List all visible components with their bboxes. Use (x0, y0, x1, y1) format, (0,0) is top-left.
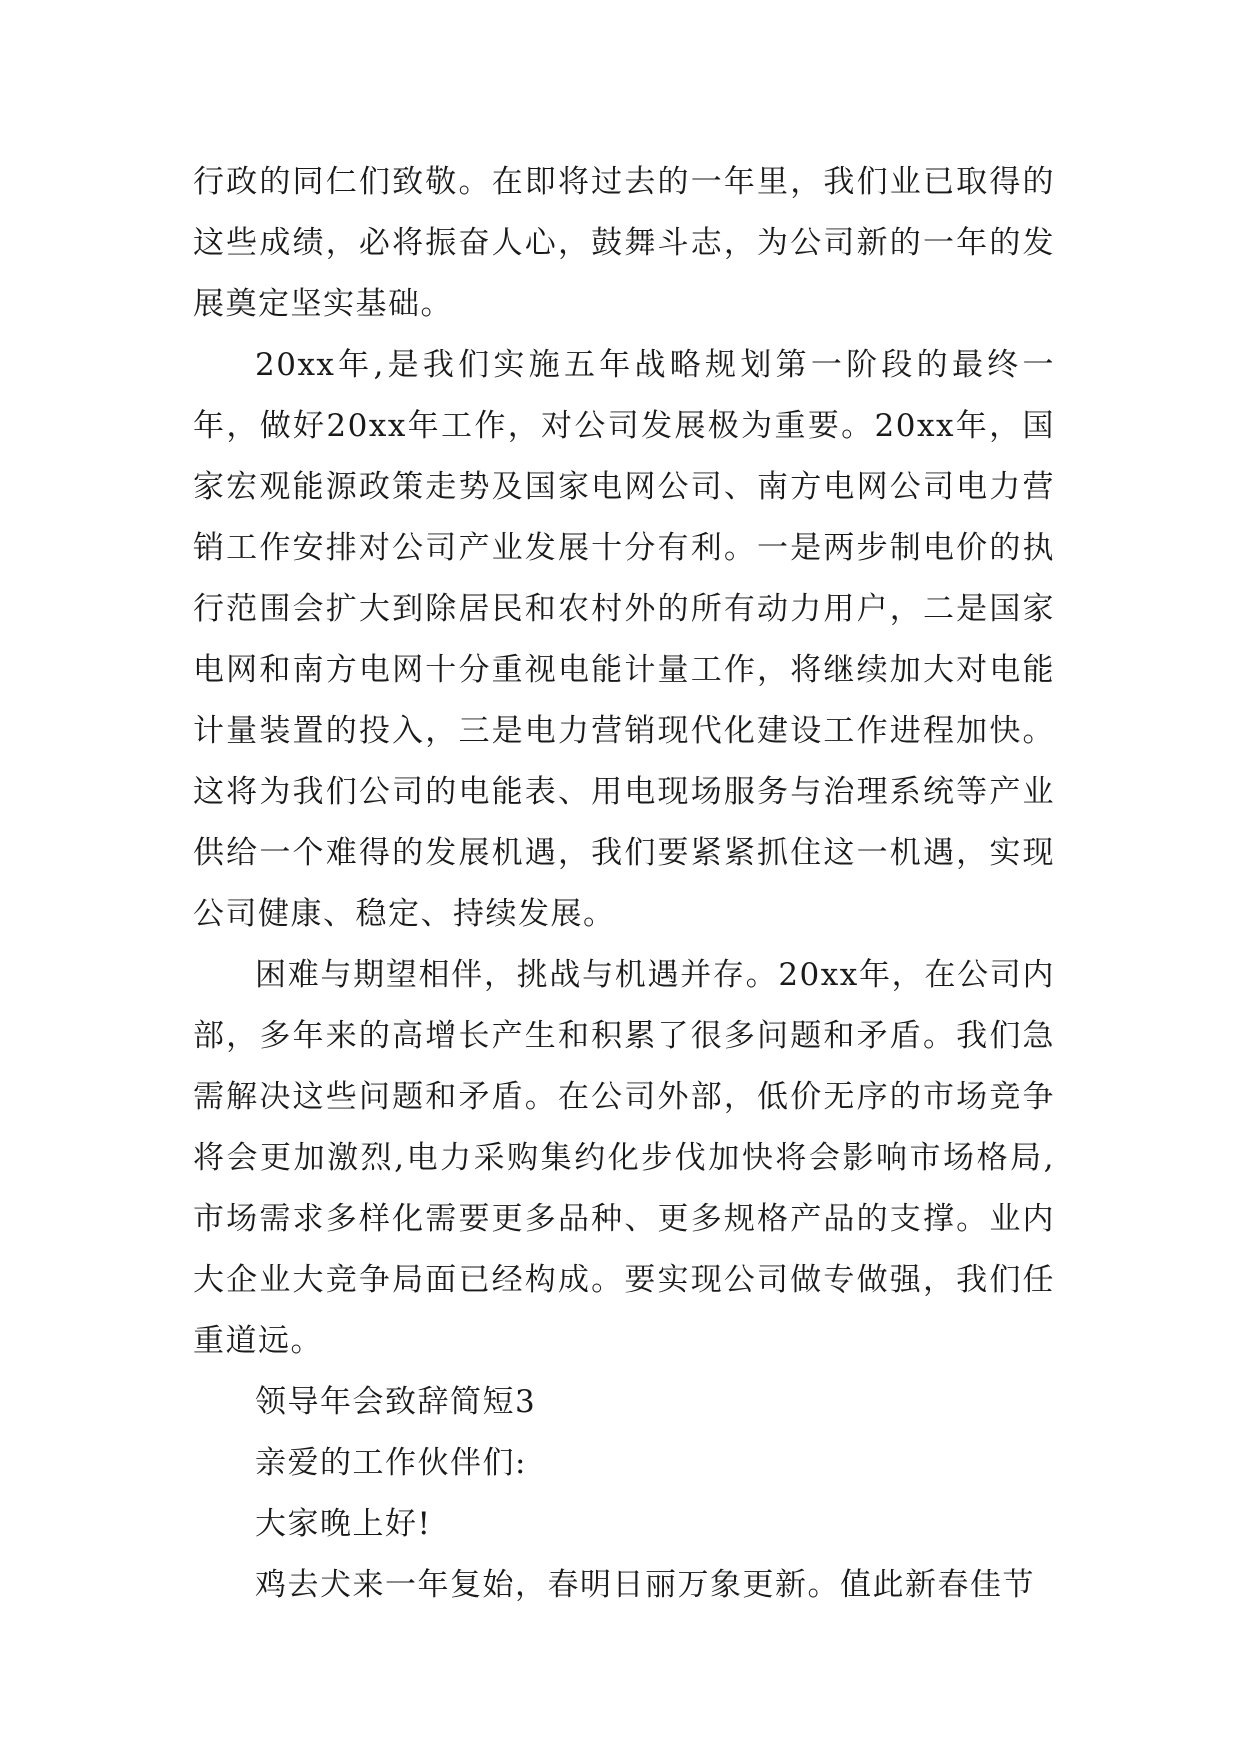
paragraph-1: 行政的同仁们致敬。在即将过去的一年里，我们业已取得的这些成绩，必将振奋人心，鼓舞斗志，为公司新的一年的发展奠定坚实基础。 (193, 164, 1055, 322)
paragraph-4-start: 鸡去犬来一年复始，春明日丽万象更新。值此新春佳节 (255, 1567, 1035, 1603)
greeting: 大家晚上好! (255, 1506, 432, 1542)
document-page (193, 152, 1055, 1616)
paragraph-3: 困难与期望相伴，挑战与机遇并存。20xx年，在公司内部，多年来的高增长产生和积累了很多问题和矛盾。我们急需解决这些问题和矛盾。在公司外部，低价无序的市场竞争将会更加激烈,电力采购集约化步伐加快将会影响市场格局,市场需求多样化需要更多品种、更多规格产品的支撑。业内大企业大竞争局面已经构成。要实现公司做专做强，我们任重道远。 (193, 957, 1055, 1359)
paragraph-2: 20xx年,是我们实施五年战略规划第一阶段的最终一年，做好20xx年工作，对公司发展极为重要。20xx年，国家宏观能源政策走势及国家电网公司、南方电网公司电力营销工作安排对公司产业发展十分有利。一是两步制电价的执行范围会扩大到除居民和农村外的所有动力用户，二是国家电网和南方电网十分重视电能计量工作，将继续加大对电能计量装置的投入，三是电力营销现代化建设工作进程加快。这将为我们公司的电能表、用电现场服务与治理系统等产业供给一个难得的发展机遇，我们要紧紧抓住这一机遇，实现公司健康、稳定、持续发展。 (193, 347, 1055, 932)
section-heading: 领导年会致辞简短3 (255, 1384, 537, 1420)
salutation: 亲爱的工作伙伴们: (255, 1445, 527, 1481)
